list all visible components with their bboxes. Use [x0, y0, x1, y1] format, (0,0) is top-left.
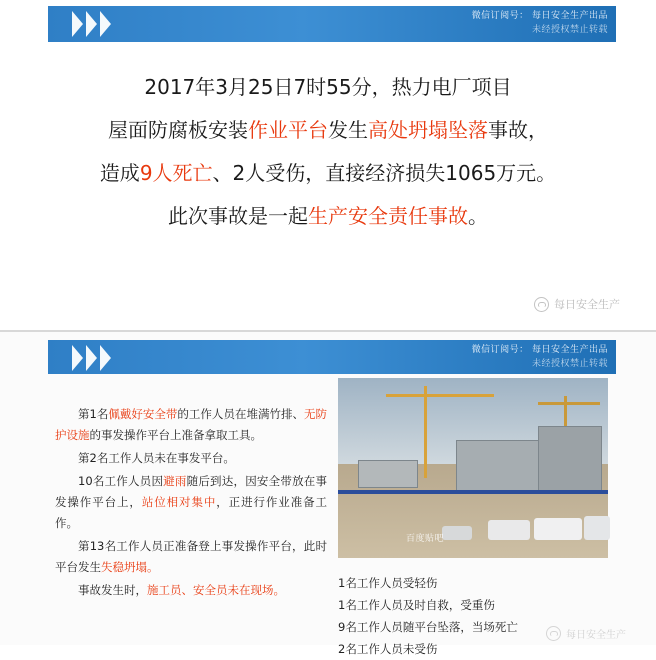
banner-credit-line1: 微信订阅号： 每日安全生产出品	[471, 345, 608, 355]
building-shape	[358, 460, 418, 488]
text-line	[55, 448, 327, 469]
list-item: 1名工作人员受轻伤	[338, 576, 438, 590]
plain-text: 第1名	[78, 407, 109, 421]
banner-credit-line2: 未经授权禁止转载	[531, 359, 608, 369]
list-item: 1名工作人员及时自救，受重伤	[338, 598, 495, 612]
highlighted-text: 高处坍塌坠落	[368, 118, 488, 142]
banner-credit	[472, 343, 608, 371]
plain-text: 此次事故是一起	[168, 204, 308, 228]
fence-shape	[338, 490, 608, 494]
vehicle-shape	[442, 526, 472, 540]
text-line	[55, 580, 327, 601]
highlighted-text: 避雨	[163, 474, 187, 488]
banner-credit	[472, 9, 608, 37]
plain-text: 发生	[328, 118, 368, 142]
slide-two-banner	[48, 340, 616, 374]
plain-text: 造成	[99, 161, 140, 185]
crane-jib-shape	[538, 402, 600, 405]
plain-text: 10名工作人员因	[78, 474, 164, 488]
chevron-right-icon	[86, 345, 97, 371]
vehicle-shape	[534, 518, 582, 540]
incident-narrative	[55, 404, 327, 603]
text-line	[55, 471, 327, 534]
banner-credit-line1: 微信订阅号： 每日安全生产出品	[471, 11, 608, 21]
watermark	[546, 626, 626, 641]
chevron-right-icon	[72, 345, 83, 371]
photo-watermark: 百度贴吧	[406, 534, 445, 544]
plain-text: 。	[468, 204, 488, 228]
site-photo	[338, 378, 608, 558]
text-line	[0, 66, 656, 109]
list-item: 9名工作人员随平台坠落，当场死亡	[338, 620, 518, 634]
highlighted-text: 站位相对集中	[141, 495, 217, 509]
highlighted-text: 9人死亡	[139, 161, 213, 185]
crane-jib-shape	[386, 394, 494, 397]
highlighted-text: 施工员、安全员未在现场。	[147, 583, 285, 597]
text-line	[55, 404, 327, 446]
chevron-right-icon	[72, 11, 83, 37]
plain-text: 第13名工作人员正准备登上事发操作平台，此时平台发生	[55, 539, 327, 574]
wechat-icon	[534, 297, 549, 312]
crane-mast-shape	[424, 386, 427, 478]
highlighted-text: 失稳坍塌。	[101, 560, 159, 574]
slide-one-body	[0, 66, 656, 238]
highlighted-text: 佩戴好安全带	[108, 407, 178, 421]
text-line	[0, 152, 656, 195]
text-line	[0, 195, 656, 238]
vehicle-shape	[488, 520, 530, 540]
plain-text: 的工作人员在堆满竹排、	[177, 407, 304, 421]
casualty-list	[338, 572, 638, 660]
highlighted-text: 无防护设施	[55, 407, 328, 442]
plain-text: 事故，	[488, 118, 548, 142]
highlighted-text: 作业平台	[248, 118, 328, 142]
plain-text: 随后到达，因安全带放在事发操作平台上，	[55, 474, 328, 509]
plain-text: 、2人受伤，直接经济损失1065万元。	[212, 161, 557, 185]
highlighted-text: 生产安全责任事故	[308, 204, 468, 228]
slide-two	[0, 332, 656, 656]
chevron-right-icon	[100, 11, 111, 37]
chevron-right-icon	[100, 345, 111, 371]
plain-text: 的事发操作平台上准备拿取工具。	[89, 428, 262, 442]
slide-one-banner	[48, 6, 616, 42]
plain-text: 2017年3月25日7时55分，热力电厂项目	[144, 75, 512, 99]
chevron-group-icon	[72, 11, 111, 37]
watermark-label: 每日安全生产	[566, 630, 626, 641]
banner-credit-line2: 未经授权禁止转载	[531, 25, 608, 35]
wechat-icon	[546, 626, 561, 641]
watermark	[534, 296, 620, 312]
plain-text: 屋面防腐板安装	[108, 118, 248, 142]
plain-text: 事故发生时，	[78, 583, 147, 597]
chevron-right-icon	[86, 11, 97, 37]
watermark-label: 每日安全生产	[554, 298, 620, 311]
plain-text: ，正进行作业准备工作。	[55, 495, 328, 530]
list-item: 2名工作人员未受伤	[338, 642, 438, 656]
text-line	[0, 109, 656, 152]
plain-text: 第2名工作人员未在事发平台。	[78, 451, 235, 465]
chevron-group-icon	[72, 345, 111, 371]
vehicle-shape	[584, 516, 610, 540]
text-line	[55, 536, 327, 578]
building-shape	[538, 426, 602, 494]
